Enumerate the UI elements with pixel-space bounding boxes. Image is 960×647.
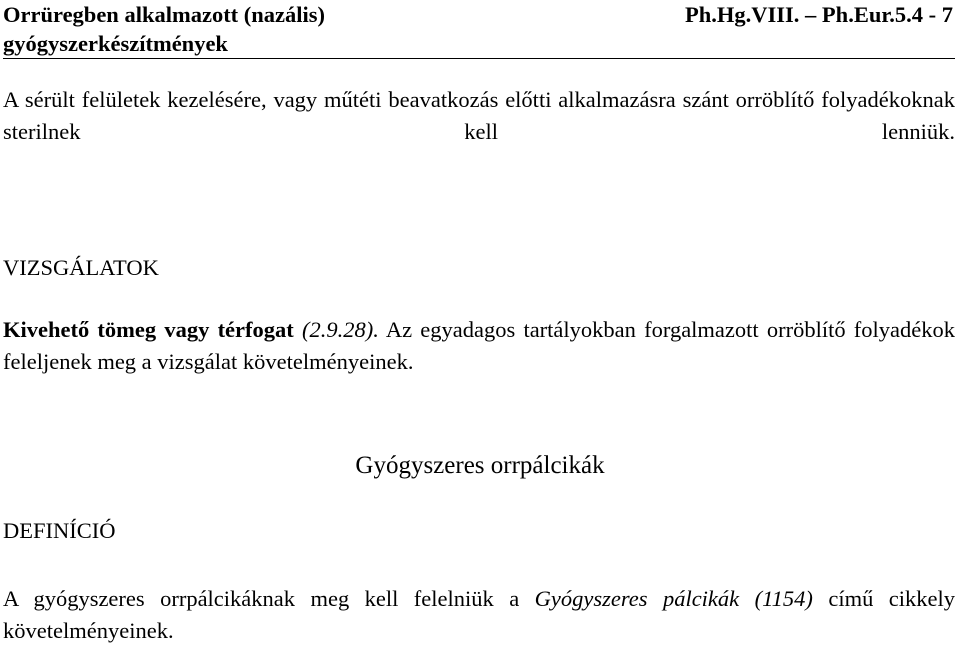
tests-heading: VIZSGÁLATOK	[3, 255, 159, 280]
page-header	[3, 0, 955, 59]
definition-text-before: A gyógyszeres orrpálcikáknak meg kell felelniük a	[3, 586, 535, 611]
header-title-line2: gyógyszerkészítmények	[3, 31, 228, 56]
tests-italic-ref: (2.9.28).	[302, 317, 379, 342]
definition-heading: DEFINÍCIÓ	[3, 518, 116, 543]
tests-rest-text: Az egyadagos tartályokban forgalmazott orröblítő folyadékok feleljenek meg a vizsgálat követelményeinek.	[3, 317, 956, 374]
section-title: Gyógyszeres orrpálcikák	[355, 452, 605, 479]
tests-paragraph	[3, 314, 955, 378]
intro-text: A sérült felületek kezelésére, vagy műtéti beavatkozás előtti alkalmazásra szánt orröblítő folyadékoknak sterilnek kell lenniük.	[3, 87, 955, 144]
intro-paragraph	[3, 84, 955, 148]
header-title-line1: Orrüregben alkalmazott (nazális)	[3, 2, 326, 27]
definition-text-after: című cikkely követelményeinek.	[3, 586, 955, 643]
header-page-reference: Ph.Hg.VIII. – Ph.Eur.5.4 - 7	[685, 2, 953, 27]
tests-bold-term: Kivehető tömeg vagy térfogat	[3, 317, 294, 342]
definition-italic-ref: Gyógyszeres pálcikák (1154)	[534, 586, 813, 611]
definition-paragraph	[3, 583, 955, 647]
